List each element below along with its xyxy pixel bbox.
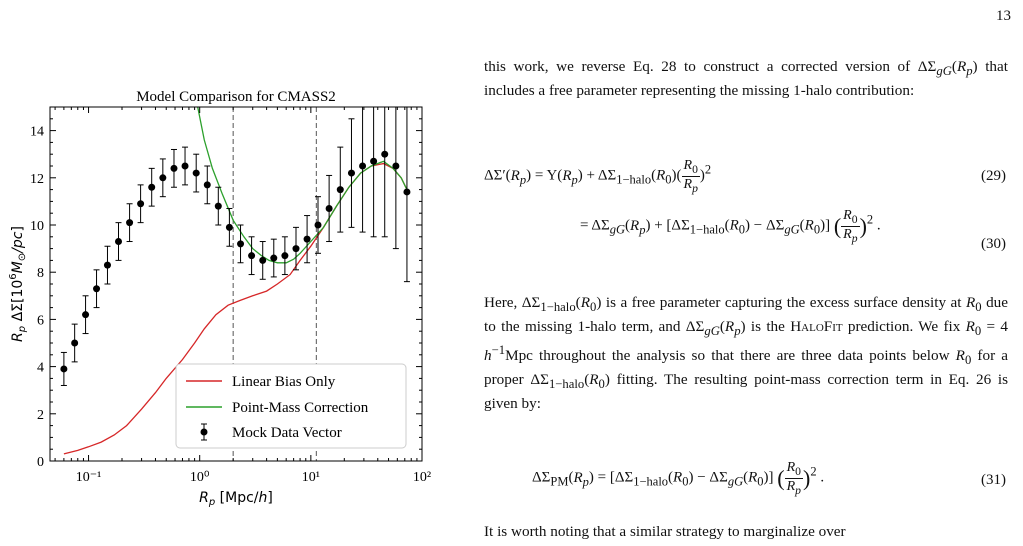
data-point — [159, 159, 166, 197]
data-point — [82, 296, 89, 334]
data-point — [315, 197, 322, 254]
legend-label-data: Mock Data Vector — [232, 425, 342, 441]
equation-30-number: (30) — [981, 236, 1006, 252]
data-marker — [370, 158, 377, 165]
data-point — [381, 72, 388, 237]
x-tick-label: 10⁰ — [189, 470, 210, 485]
data-marker — [226, 224, 233, 231]
paragraph-here-wrap — [484, 293, 1008, 413]
y-axis-label: $R_p$ $\Delta\Sigma[10^6M_⊙/pc]$ — [8, 226, 28, 342]
data-marker — [71, 340, 78, 347]
data-marker — [104, 262, 111, 269]
data-point — [170, 149, 177, 187]
paragraph-here: Here, $\Delta\Sigma_{1-halo}(R_0)$ is a free parameter capturing the excess surface density at $R_0$ due to the missing 1-halo term, and $\Delta\Sigma_{gG}(R_p)$ is the HaloFit prediction. We fix $R_0 = 4$ $h^{-1}Mpc$ throughout the analysis so that there are three data points below $R_0$ for a proper $\Delta\Sigma_{1-halo}(R_0)$ fitting. The resulting point-mass correction term in Eq. 26 is given by: — [484, 294, 1008, 413]
data-marker — [326, 205, 333, 212]
data-marker — [281, 252, 288, 259]
equation-29-body: $\Delta\Sigma'(R_p) = \Upsilon(R_p) + \Delta\Sigma_{1-halo}(R_0)$( $\frac{R_0}{R_p}$ )$^2$ — [484, 158, 712, 195]
equation-30 — [484, 198, 1018, 258]
data-point — [370, 86, 377, 237]
data-marker — [60, 365, 67, 372]
y-tick-label: 10 — [30, 219, 44, 234]
data-marker — [403, 188, 410, 195]
chart-svg — [0, 0, 460, 546]
paragraph-final: It is worth noting that a similar strategy to marginalize over — [484, 523, 846, 540]
data-point — [182, 147, 189, 185]
data-marker — [170, 165, 177, 172]
equation-31-number: (31) — [981, 472, 1006, 488]
legend — [176, 364, 406, 448]
equation-29 — [484, 152, 1018, 195]
data-marker — [304, 236, 311, 243]
data-marker — [292, 245, 299, 252]
data-marker — [392, 163, 399, 170]
data-point — [148, 168, 155, 206]
equation-31 — [484, 452, 1018, 504]
legend-label-linear: Linear Bias Only — [232, 374, 336, 390]
data-marker — [337, 186, 344, 193]
data-point — [204, 166, 211, 204]
data-marker — [148, 184, 155, 191]
y-tick-label: 6 — [37, 313, 44, 329]
y-tick-label: 8 — [37, 266, 44, 282]
data-marker — [259, 257, 266, 264]
data-point — [71, 324, 78, 362]
data-point — [115, 223, 122, 261]
data-point — [93, 270, 100, 308]
chart-title: Model Comparison for CMASS2 — [136, 89, 336, 105]
data-point — [193, 154, 200, 192]
data-marker — [137, 200, 144, 207]
figure-model-comparison — [0, 0, 460, 546]
x-tick-label: 10¹ — [301, 470, 320, 485]
data-marker — [270, 255, 277, 262]
data-marker — [159, 174, 166, 181]
data-marker — [115, 238, 122, 245]
data-marker — [359, 163, 366, 170]
data-point — [304, 216, 311, 263]
legend-label-pointmass: Point-Mass Correction — [232, 400, 369, 416]
data-point — [403, 102, 410, 281]
data-marker — [182, 163, 189, 170]
data-marker — [315, 222, 322, 229]
y-tick-label: 0 — [37, 455, 44, 470]
x-tick-label: 10⁻¹ — [75, 470, 102, 485]
paragraph-intro: this work, we reverse Eq. 28 to construct a corrected version of $\Delta\Sigma_{gG}(R_p)$ that includes a free parameter representing the missing 1-halo contribution: — [484, 58, 1008, 100]
text-column — [484, 57, 1008, 100]
y-tick-label: 12 — [30, 171, 44, 187]
data-marker — [204, 181, 211, 188]
data-point — [215, 187, 222, 225]
data-marker — [215, 203, 222, 210]
data-point — [326, 175, 333, 241]
data-point — [270, 239, 277, 277]
paragraph-final-wrap — [484, 522, 1008, 541]
y-tick-label: 2 — [37, 407, 44, 423]
equation-29-number: (29) — [981, 168, 1006, 184]
data-marker — [248, 252, 255, 259]
data-point — [237, 225, 244, 263]
data-marker — [82, 311, 89, 318]
equation-30-body: = $\Delta\Sigma_{gG}(R_p) + [\Delta\Sigma_{1-halo}(R_0) - \Delta\Sigma_{gG}(R_0)]$ ( $\frac{R_0}{R_p}$ )$^2$ . — [580, 208, 881, 245]
x-axis-label: $R_p$ [Mpc/h] — [199, 490, 273, 508]
data-point — [137, 185, 144, 223]
data-marker — [237, 240, 244, 247]
data-marker — [381, 151, 388, 158]
data-marker — [348, 170, 355, 177]
data-point — [126, 204, 133, 242]
y-tick-label: 14 — [30, 124, 44, 140]
data-point — [281, 237, 288, 275]
equation-31-body: $\Delta\Sigma_{PM}(R_p) = [\Delta\Sigma_{1-halo}(R_0) - \Delta\Sigma_{gG}(R_0)]$ ( $\frac{R_0}{R_p}$ )$^2$ . — [532, 460, 825, 497]
y-tick-label: 4 — [37, 360, 44, 376]
data-point — [60, 352, 67, 385]
data-point — [248, 237, 255, 275]
data-marker — [193, 170, 200, 177]
data-point — [359, 100, 366, 232]
data-point — [348, 119, 355, 228]
data-point — [337, 147, 344, 232]
x-tick-label: 10² — [412, 470, 432, 485]
page-number: 13 — [996, 8, 1011, 24]
data-point — [392, 83, 399, 248]
data-point — [226, 208, 233, 246]
data-marker — [126, 219, 133, 226]
data-marker — [93, 285, 100, 292]
data-point — [104, 246, 111, 284]
data-point — [259, 242, 266, 280]
